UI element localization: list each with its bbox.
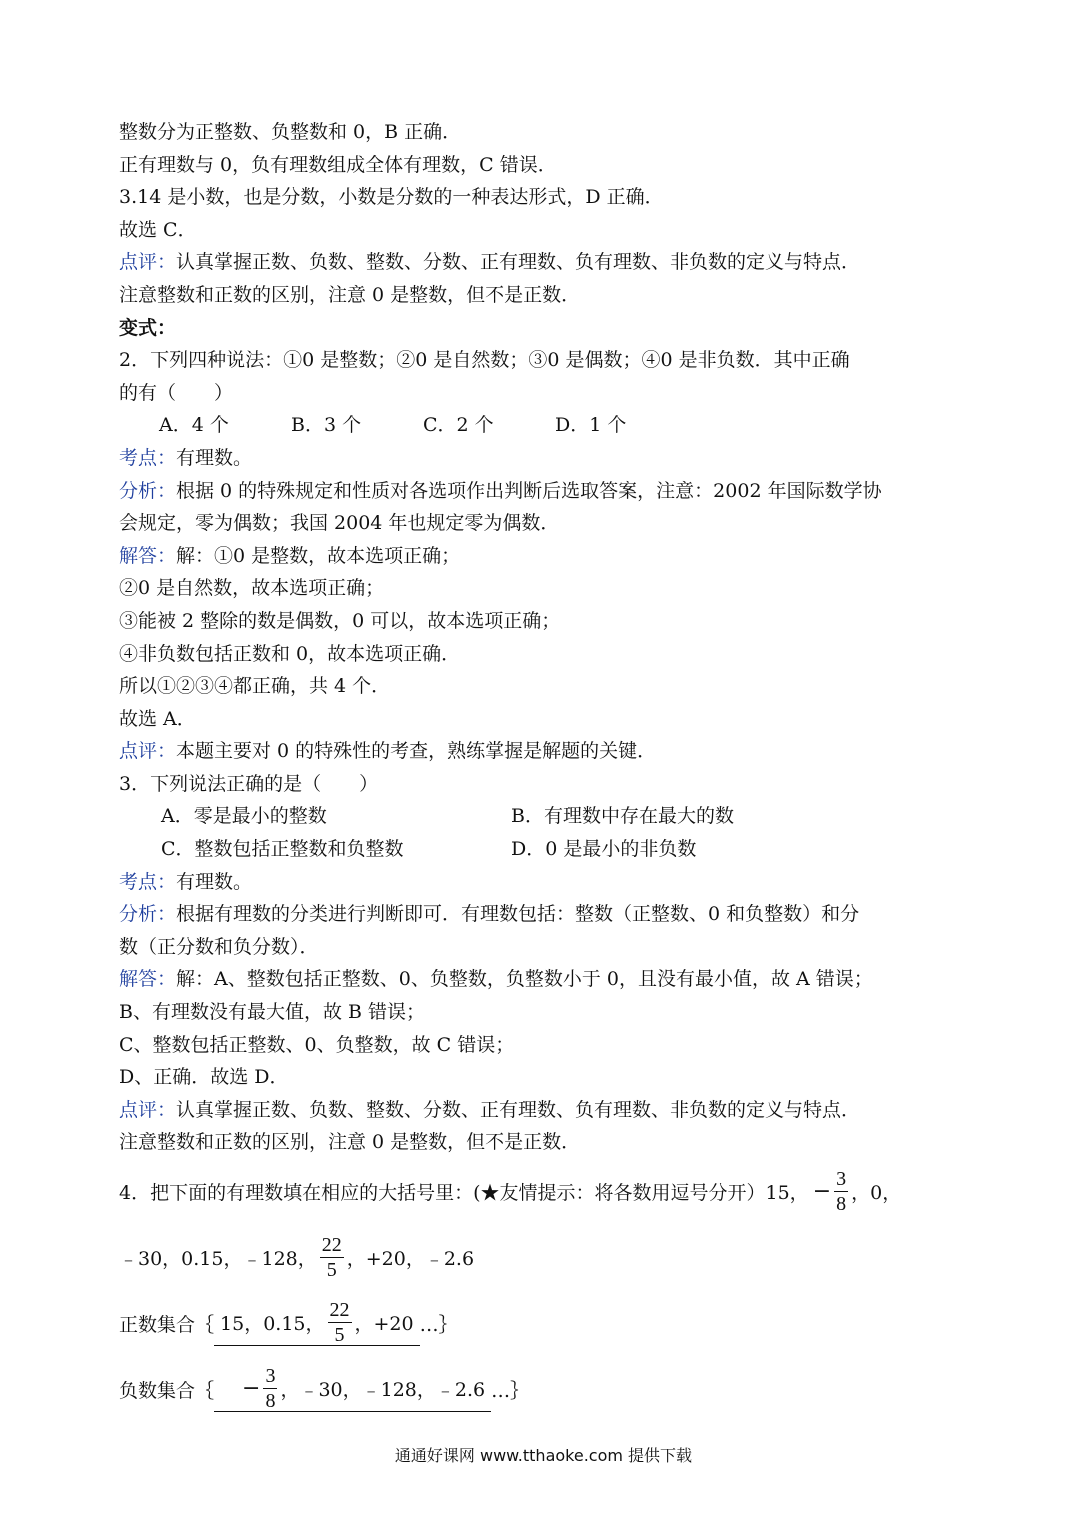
numbers-text-tail: ，+20，﹣2.6 — [346, 1247, 475, 1270]
numbers-text: ﹣30，0.15，﹣128， — [119, 1247, 317, 1270]
positive-set — [119, 1293, 979, 1353]
numerator: 22 — [321, 1233, 342, 1256]
question-4-text: 4．把下面的有理数填在相应的大括号里：(★友情提示：将各数用逗号分开）15， — [119, 1181, 809, 1204]
answer-text: 解：A、整数包括正整数、0、负整数，负整数小于 0，且没有最小值，故 A 错误； — [176, 968, 873, 991]
knowledge-text: 有理数。 — [176, 446, 253, 469]
text-line: 3.14 是小数，也是分数，小数是分数的一种表达形式，D 正确． — [119, 186, 664, 209]
question-4-stem — [119, 1161, 979, 1221]
knowledge-label: 考点： — [119, 446, 177, 469]
option-d: D．0 是最小的非负数 — [511, 838, 697, 861]
text-line: 注意整数和正数的区别，注意 0 是整数，但不是正数． — [119, 283, 581, 306]
positive-set-label: 正数集合｛ — [119, 1313, 215, 1336]
denominator: 8 — [265, 1390, 276, 1412]
page-footer: 通通好课网 www.tthaoke.com 提供下载 — [394, 1446, 693, 1465]
comment-line — [119, 1094, 979, 1127]
answer-text: 15，0.15， — [220, 1313, 325, 1335]
question-2-stem: 2．下列四种说法：①0 是整数；②0 是自然数；③0 是偶数；④0 是非负数．其中正确 — [119, 349, 850, 372]
knowledge-point — [119, 442, 979, 475]
negative-set-answer — [214, 1366, 491, 1412]
knowledge-label: 考点： — [119, 870, 177, 893]
answer-text: ，﹣30，﹣128，﹣2.6 — [280, 1379, 486, 1401]
option-a: A．零是最小的整数 — [161, 805, 327, 828]
negative-set — [119, 1359, 979, 1419]
comment-text: 认真掌握正数、负数、整数、分数、正有理数、负有理数、非负数的定义与特点． — [176, 251, 861, 274]
analysis-line — [119, 475, 979, 508]
analysis-text: 根据有理数的分类进行判断即可．有理数包括：整数（正整数、0 和负整数）和分 — [176, 903, 860, 926]
answer-text: ，+20 — [354, 1313, 414, 1335]
option-c: C．2 个 — [423, 414, 494, 437]
text-line: 整数分为正整数、负整数和 0，B 正确． — [119, 121, 462, 143]
question-2-stem-cont: 的有（ ） — [119, 381, 234, 404]
answer-line: ④非负数包括正数和 0，故本选项正确． — [119, 642, 461, 665]
answer-line: C、整数包括正整数、0、负整数，故 C 错误； — [119, 1033, 515, 1056]
answer-label: 解答： — [119, 544, 177, 567]
analysis-line-cont: 会规定，零为偶数；我国 2004 年也规定零为偶数． — [119, 512, 560, 535]
question-4-numbers — [119, 1227, 979, 1287]
answer-line: D、正确．故选 D． — [119, 1066, 289, 1089]
comment-line — [119, 735, 979, 768]
denominator: 5 — [334, 1324, 345, 1346]
negative-set-label: 负数集合｛ — [119, 1379, 215, 1402]
comment-line — [119, 246, 979, 279]
comment-label: 点评： — [119, 740, 177, 763]
question-3-stem: 3．下列说法正确的是（ ） — [119, 772, 379, 795]
analysis-text: 根据 0 的特殊规定和性质对各选项作出判断后选取答案，注意：2002 年国际数学协 — [176, 479, 882, 502]
option-c: C．整数包括正整数和负整数 — [161, 838, 404, 861]
answer-text: 解：①0 是整数，故本选项正确； — [176, 544, 461, 567]
analysis-line-cont: 数（正分数和负分数）． — [119, 935, 319, 958]
answer-line: B、有理数没有最大值，故 B 错误； — [119, 1001, 426, 1024]
numerator: 22 — [329, 1299, 350, 1321]
knowledge-point — [119, 866, 979, 899]
question-2-options — [119, 409, 979, 442]
answer-line — [119, 540, 979, 573]
answer-line — [119, 963, 979, 996]
document-page — [119, 116, 979, 1419]
option-a: A．4 个 — [159, 414, 229, 437]
fraction — [834, 1169, 848, 1214]
question-4-text-tail: ，0， — [851, 1181, 902, 1204]
answer-line: 故选 A． — [119, 707, 196, 730]
text-line: 故选 C． — [119, 218, 197, 241]
negative-set-end: …｝ — [491, 1379, 530, 1402]
analysis-label: 分析： — [119, 903, 177, 926]
fraction — [328, 1300, 352, 1345]
comment-line-cont: 注意整数和正数的区别，注意 0 是整数，但不是正数． — [119, 1131, 581, 1154]
option-d: D．1 个 — [555, 414, 627, 437]
denominator: 5 — [326, 1258, 337, 1281]
fraction — [320, 1235, 344, 1280]
text-line: 正有理数与 0，负有理数组成全体有理数，C 错误． — [119, 153, 557, 176]
numerator: 3 — [265, 1365, 276, 1387]
positive-set-answer — [214, 1300, 420, 1346]
analysis-label: 分析： — [119, 479, 177, 502]
section-heading: 变式： — [119, 316, 177, 339]
denominator: 8 — [836, 1192, 847, 1215]
minus-sign: − — [812, 1178, 832, 1204]
option-b: B．有理数中存在最大的数 — [511, 805, 734, 828]
answer-line: 所以①②③④都正确，共 4 个． — [119, 675, 391, 698]
answer-line: ②0 是自然数，故本选项正确； — [119, 577, 385, 600]
fraction — [263, 1366, 277, 1411]
comment-label: 点评： — [119, 1098, 177, 1121]
comment-label: 点评： — [119, 251, 177, 274]
comment-text: 认真掌握正数、负数、整数、分数、正有理数、负有理数、非负数的定义与特点． — [176, 1098, 861, 1121]
comment-text: 本题主要对 0 的特殊性的考查，熟练掌握是解题的关键． — [176, 740, 657, 763]
option-b: B．3 个 — [291, 414, 362, 437]
minus-sign: − — [242, 1376, 261, 1401]
knowledge-text: 有理数。 — [176, 870, 253, 893]
answer-label: 解答： — [119, 968, 177, 991]
answer-line: ③能被 2 整除的数是偶数，0 可以，故本选项正确； — [119, 609, 561, 632]
analysis-line — [119, 898, 979, 931]
numerator: 3 — [836, 1167, 847, 1190]
question-3-options — [119, 800, 979, 865]
positive-set-end: …｝ — [419, 1313, 458, 1336]
